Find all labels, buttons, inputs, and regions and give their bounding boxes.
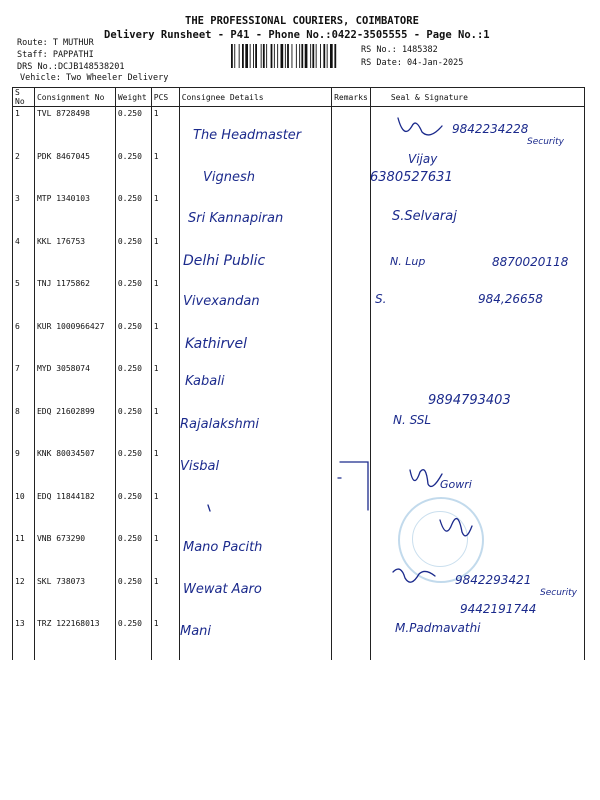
row-weight: 0.250 [115, 575, 151, 618]
row-pcs: 1 [151, 405, 179, 448]
handwritten-consignee: Vivexandan [183, 294, 260, 309]
row-pcs: 1 [151, 192, 179, 235]
row-pcs: 1 [151, 107, 179, 150]
row-sno: 12 [13, 575, 35, 618]
signature-scribble [393, 569, 435, 582]
row-weight: 0.250 [115, 235, 151, 278]
row-sno: 1 [13, 107, 35, 150]
row-consignment-no: KNK 80034507 [34, 447, 115, 490]
row-pcs: 1 [151, 532, 179, 575]
handwritten-signature: 9842293421 [455, 573, 532, 587]
handwritten-consignee: The Headmaster [193, 128, 302, 143]
row-pcs: 1 [151, 235, 179, 278]
signature-scribble [398, 118, 442, 135]
row-weight: 0.250 [115, 320, 151, 363]
row-consignment-no: EDQ 21602899 [34, 405, 115, 448]
handwritten-consignee: Sri Kannapiran [188, 211, 284, 226]
row-sno: 9 [13, 447, 35, 490]
row-consignment-no: SKL 738073 [34, 575, 115, 618]
handwritten-consignee: Rajalakshmi [180, 417, 259, 432]
row-sno: 7 [13, 362, 35, 405]
row-sno: 2 [13, 150, 35, 193]
route-label: Route: T MUTHUR [17, 38, 94, 48]
row-consignment-no: TNJ 1175862 [34, 277, 115, 320]
row-pcs: 1 [151, 617, 179, 660]
row-consignment-no: EDQ 11844182 [34, 490, 115, 533]
col-header-pcs: PCS [151, 88, 179, 107]
rs-date: RS Date: 04-Jan-2025 [361, 58, 464, 68]
handwritten-signature: Vijay [408, 152, 438, 166]
col-header-weight: Weight [115, 88, 151, 107]
handwritten-signature: 8870020118 [492, 255, 569, 269]
handwritten-consignee: Kathirvel [185, 336, 248, 352]
handwritten-signature: Gowri [440, 478, 472, 491]
signature-scribble [440, 519, 472, 536]
row-sno: 8 [13, 405, 35, 448]
row-consignment-no: VNB 673290 [34, 532, 115, 575]
row-sno: 6 [13, 320, 35, 363]
col-header-signature: Seal & Signature [370, 88, 584, 107]
handwritten-signature: S. [375, 292, 387, 306]
handwritten-signature: 9442191744 [460, 602, 537, 616]
handwritten-signature: 9842234228 [452, 122, 529, 136]
col-header-consignment: Consignment No [34, 88, 115, 107]
row-weight: 0.250 [115, 192, 151, 235]
row-consignment-no: KKL 176753 [34, 235, 115, 278]
handwritten-consignee: Vignesh [203, 170, 256, 185]
row-pcs: 1 [151, 575, 179, 618]
row-pcs: 1 [151, 447, 179, 490]
handwritten-consignee: Delhi Public [183, 253, 266, 269]
handwritten-signature: S.Selvaraj [392, 209, 457, 224]
row-sno: 10 [13, 490, 35, 533]
row-weight: 0.250 [115, 405, 151, 448]
row-consignment-no: MYD 3058074 [34, 362, 115, 405]
row-weight: 0.250 [115, 107, 151, 150]
row-weight: 0.250 [115, 277, 151, 320]
handwritten-signature: Security [540, 588, 577, 598]
handwritten-signature: M.Padmavathi [395, 621, 481, 635]
row-consignment-no: TVL 8728498 [34, 107, 115, 150]
row-sno: 11 [13, 532, 35, 575]
row-sno: 5 [13, 277, 35, 320]
row-weight: 0.250 [115, 447, 151, 490]
drs-number: DRS No.:DCJB148538201 [17, 62, 125, 72]
vehicle-label: Vehicle: Two Wheeler Delivery [20, 73, 169, 83]
handwritten-consignee: Mano Pacith [183, 540, 263, 555]
row-pcs: 1 [151, 320, 179, 363]
handwritten-signature: 6380527631 [370, 170, 453, 185]
row-consignment-no: PDK 8467045 [34, 150, 115, 193]
row-consignment-no: TRZ 122168013 [34, 617, 115, 660]
row-consignment-no: MTP 1340103 [34, 192, 115, 235]
row-weight: 0.250 [115, 532, 151, 575]
staff-label: Staff: PAPPATHI [17, 50, 94, 60]
handwritten-consignee: Wewat Aaro [183, 582, 262, 597]
row-pcs: 1 [151, 362, 179, 405]
handwritten-signature: Security [527, 137, 564, 147]
row-weight: 0.250 [115, 362, 151, 405]
signature-scribble [410, 470, 442, 487]
row-consignment-no: KUR 1000966427 [34, 320, 115, 363]
signature-scribble [208, 505, 210, 511]
signature-scribble [338, 462, 368, 510]
row-weight: 0.250 [115, 150, 151, 193]
rs-number: RS No.: 1485382 [361, 45, 438, 55]
row-sno: 4 [13, 235, 35, 278]
row-sno: 3 [13, 192, 35, 235]
row-pcs: 1 [151, 150, 179, 193]
handwritten-consignee: Kabali [185, 374, 225, 389]
handwritten-signature: N. Lup [390, 255, 426, 268]
row-weight: 0.250 [115, 617, 151, 660]
col-header-sno: S No [13, 88, 35, 107]
sheet-title: THE PROFESSIONAL COURIERS, COIMBATORE [185, 15, 419, 27]
row-pcs: 1 [151, 490, 179, 533]
col-header-remarks: Remarks [332, 88, 371, 107]
sheet-subtitle: Delivery Runsheet - P41 - Phone No.:0422-3505555 - Page No.:1 [104, 29, 490, 41]
handwritten-signature: 984,26658 [478, 292, 543, 306]
row-pcs: 1 [151, 277, 179, 320]
handwritten-consignee: Visbal [180, 459, 220, 474]
handwritten-signature: 9894793403 [428, 393, 511, 408]
col-header-consignee: Consignee Details [179, 88, 331, 107]
handwritten-consignee: Mani [180, 624, 212, 639]
handwritten-signature: N. SSL [393, 413, 432, 427]
row-weight: 0.250 [115, 490, 151, 533]
row-sno: 13 [13, 617, 35, 660]
